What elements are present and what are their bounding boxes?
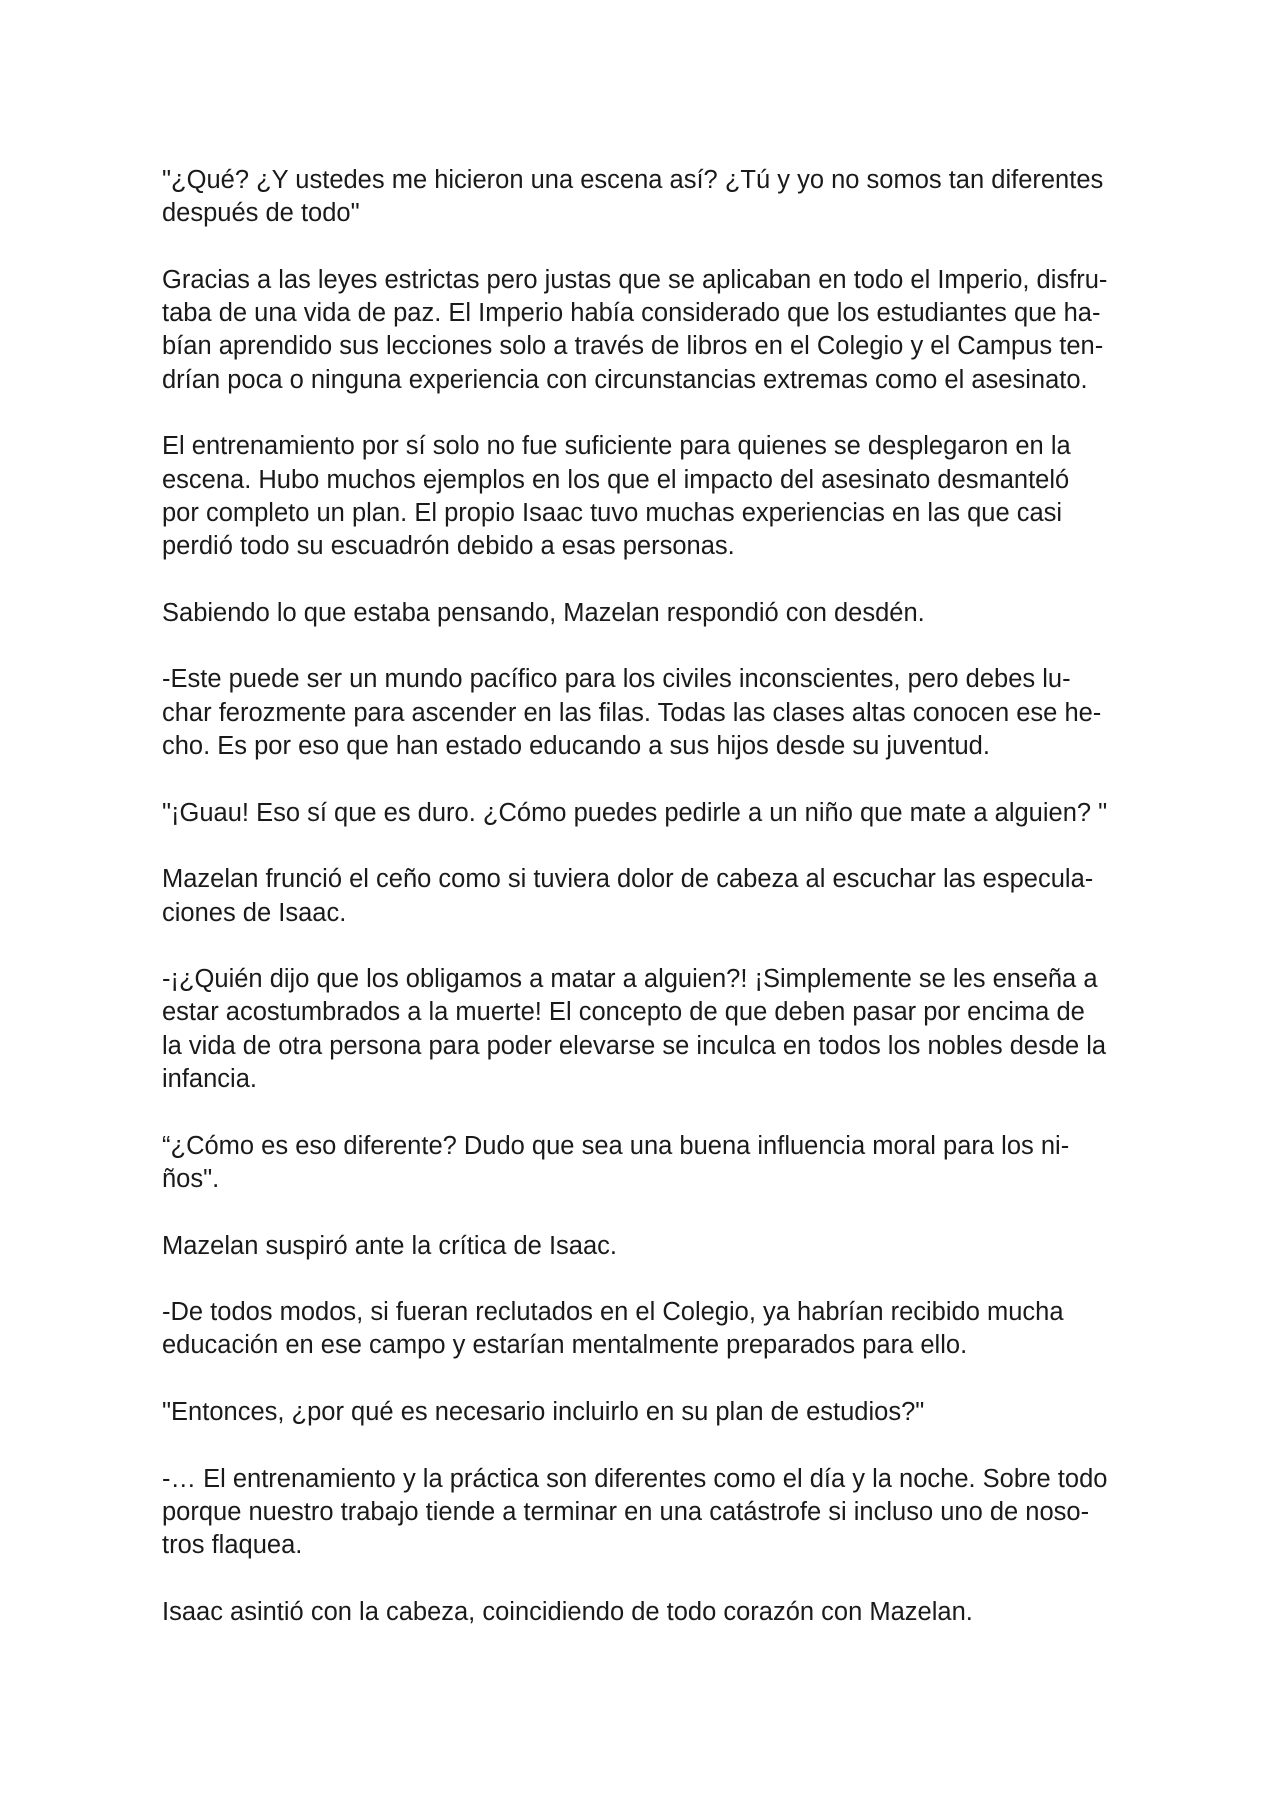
text-line: escena. Hubo muchos ejemplos en los que el impacto del asesinato desmanteló [162, 465, 1070, 494]
paragraph-7 [162, 863, 1122, 930]
text-line: Mazelan frunció el ceño como si tuviera dolor de cabeza al escuchar las especula- [162, 865, 1094, 894]
paragraph-2 [162, 264, 1122, 397]
paragraph-1 [162, 164, 1122, 231]
text-line: “¿Cómo es eso diferente? Dudo que sea una buena influencia moral para los ni- [162, 1131, 1070, 1160]
text-line: porque nuestro trabajo tiende a terminar en una catástrofe si incluso uno de noso- [162, 1497, 1090, 1526]
text-line: -¡¿Quién dijo que los obligamos a matar a alguien?! ¡Simplemente se les enseña a [162, 965, 1098, 994]
paragraph-12 [162, 1396, 1122, 1429]
text-line: Isaac asintió con la cabeza, coincidiendo de todo corazón con Mazelan. [162, 1597, 973, 1626]
text-line: "¡Guau! Eso sí que es duro. ¿Cómo puedes pedirle a un niño que mate a alguien? " [162, 798, 1108, 827]
text-line: tros flaquea. [162, 1531, 303, 1560]
text-line: la vida de otra persona para poder elevarse se inculca en todos los nobles desde la [162, 1031, 1107, 1060]
document-body [162, 164, 1122, 1662]
text-line: perdió todo su escuadrón debido a esas personas. [162, 532, 735, 561]
text-line: -… El entrenamiento y la práctica son diferentes como el día y la noche. Sobre todo [162, 1464, 1108, 1493]
paragraph-3 [162, 430, 1122, 563]
text-line: taba de una vida de paz. El Imperio había considerado que los estudiantes que ha- [162, 299, 1101, 328]
text-line: cho. Es por eso que han estado educando a sus hijos desde su juventud. [162, 732, 990, 761]
text-line: ciones de Isaac. [162, 898, 347, 927]
text-line: educación en ese campo y estarían mentalmente preparados para ello. [162, 1331, 968, 1360]
text-line: ños". [162, 1164, 220, 1193]
text-line: -Este puede ser un mundo pacífico para los civiles inconscientes, pero debes lu- [162, 665, 1071, 694]
paragraph-10 [162, 1230, 1122, 1263]
text-line: después de todo" [162, 199, 360, 228]
text-line: char ferozmente para ascender en las filas. Todas las clases altas conocen ese he- [162, 698, 1102, 727]
text-line: "Entonces, ¿por qué es necesario incluirlo en su plan de estudios?" [162, 1397, 925, 1426]
text-line: Sabiendo lo que estaba pensando, Mazelan respondió con desdén. [162, 598, 925, 627]
paragraph-11 [162, 1296, 1122, 1363]
text-line: Mazelan suspiró ante la crítica de Isaac. [162, 1231, 617, 1260]
paragraph-5 [162, 663, 1122, 763]
paragraph-14 [162, 1596, 1122, 1629]
text-line: Gracias a las leyes estrictas pero justas que se aplicaban en todo el Imperio, disfru- [162, 265, 1108, 294]
paragraph-8 [162, 963, 1122, 1096]
text-line: -De todos modos, si fueran reclutados en el Colegio, ya habrían recibido mucha [162, 1298, 1064, 1327]
text-line: "¿Qué? ¿Y ustedes me hicieron una escena así? ¿Tú y yo no somos tan diferentes [162, 166, 1104, 194]
text-line: El entrenamiento por sí solo no fue suficiente para quienes se desplegaron en la [162, 432, 1071, 461]
text-line: infancia. [162, 1065, 257, 1094]
text-line: bían aprendido sus lecciones solo a través de libros en el Colegio y el Campus ten- [162, 332, 1104, 361]
text-line: por completo un plan. El propio Isaac tuvo muchas experiencias en las que casi [162, 498, 1063, 527]
paragraph-4 [162, 597, 1122, 630]
text-line: drían poca o ninguna experiencia con circunstancias extremas como el asesinato. [162, 365, 1088, 394]
paragraph-9 [162, 1130, 1122, 1197]
paragraph-6 [162, 797, 1122, 830]
paragraph-13 [162, 1463, 1122, 1563]
text-line: estar acostumbrados a la muerte! El concepto de que deben pasar por encima de [162, 998, 1085, 1027]
